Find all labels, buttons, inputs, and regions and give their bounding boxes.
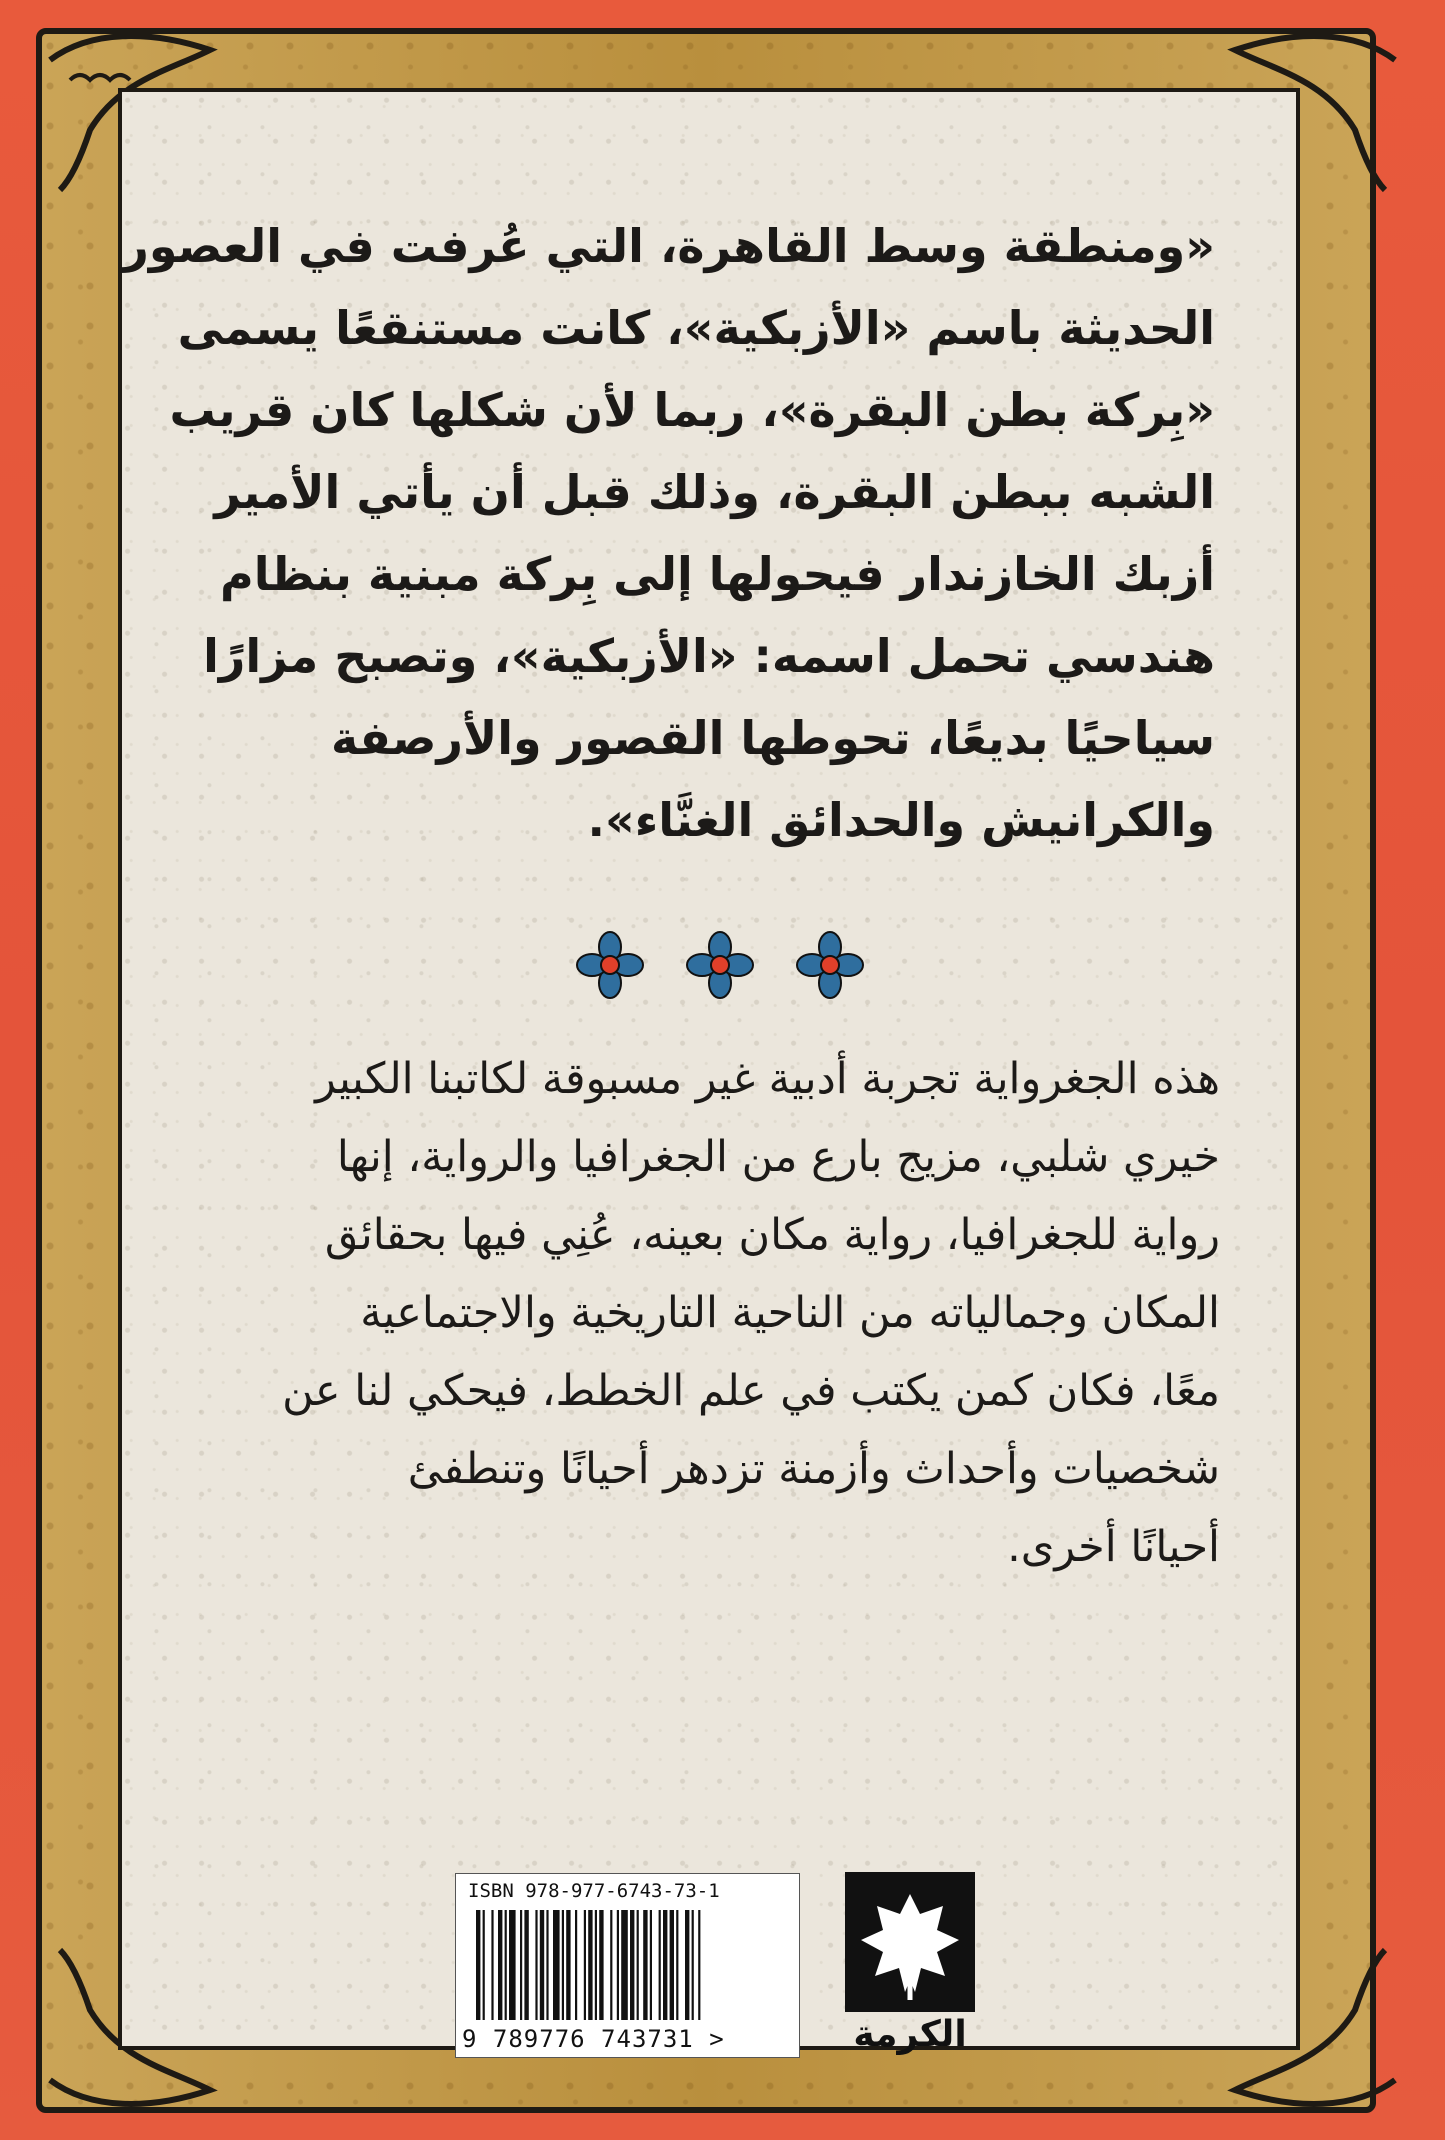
publisher-logo [845, 1872, 975, 2072]
barcode-bar [599, 1910, 603, 2020]
flower-icon [797, 932, 863, 998]
quote-line: والكرانيش والحدائق الغنَّاء». [587, 793, 1215, 847]
description-line: أحيانًا أخرى. [1007, 1522, 1220, 1572]
barcode-bar [659, 1910, 661, 2020]
isbn-digits: 9 789776 743731 > [462, 2025, 725, 2053]
isbn-label: ISBN 978-977-6743-73-1 [468, 1880, 720, 1902]
barcode-bar [491, 1910, 493, 2020]
barcode-bar [524, 1910, 528, 2020]
barcode-bar [698, 1910, 700, 2020]
publisher-name: الكرمة [853, 2014, 967, 2055]
barcode-bar [498, 1910, 502, 2020]
isbn-barcode [455, 1873, 800, 2058]
barcode-bars [476, 1910, 781, 2020]
barcode-bar [588, 1910, 592, 2020]
quote-line: الشبه ببطن البقرة، وذلك قبل أن يأتي الأمير [214, 465, 1215, 519]
barcode-bar [643, 1910, 647, 2020]
flower-icon [577, 932, 643, 998]
flower-icon [687, 932, 753, 998]
barcode-bar [535, 1910, 537, 2020]
barcode-bar [692, 1910, 694, 2020]
barcode-bar [630, 1910, 634, 2020]
barcode-bar [520, 1910, 522, 2020]
barcode-bar [483, 1910, 485, 2020]
barcode-bar [505, 1910, 507, 2020]
barcode-bar [575, 1910, 577, 2020]
description-line: المكان وجمالياته من الناحية التاريخية والاجتماعية [360, 1288, 1220, 1338]
description-line: هذه الجغرواية تجربة أدبية غير مسبوقة لكاتبنا الكبير [315, 1054, 1220, 1104]
description-line: خيري شلبي، مزيج بارع من الجغرافيا والرواية، إنها [336, 1132, 1220, 1182]
barcode-bar [617, 1910, 619, 2020]
barcode-bar [584, 1910, 586, 2020]
description-line: شخصيات وأحداث وأزمنة تزدهر أحيانًا وتنطفئ [407, 1444, 1220, 1494]
barcode-bar [685, 1910, 689, 2020]
barcode-bar [637, 1910, 639, 2020]
quote-excerpt [122, 205, 1215, 861]
barcode-bar [562, 1910, 564, 2020]
barcode-bar [650, 1910, 652, 2020]
quote-line: هندسي تحمل اسمه: «الأزبكية»، وتصبح مزارًا [203, 629, 1215, 683]
barcode-bar [509, 1910, 516, 2020]
grape-leaf-icon [845, 1872, 975, 2012]
barcode-bar [663, 1910, 667, 2020]
quote-line: الحديثة باسم «الأزبكية»، كانت مستنقعًا يسمى [177, 301, 1215, 355]
quote-line: «بِركة بطن البقرة»، ربما لأن شكلها كان قريب [169, 383, 1215, 437]
barcode-bar [540, 1910, 544, 2020]
barcode-bar [676, 1910, 678, 2020]
book-description [235, 1040, 1220, 1586]
flower-divider [560, 925, 880, 1005]
barcode-bar [670, 1910, 674, 2020]
description-line: معًا، فكان كمن يكتب في علم الخطط، فيحكي لنا عن [282, 1366, 1220, 1416]
quote-line: سياحيًا بديعًا، تحوطها القصور والأرصفة [331, 711, 1215, 765]
quote-line: «ومنطقة وسط القاهرة، التي عُرفت في العصور [122, 219, 1215, 273]
barcode-bar [621, 1910, 628, 2020]
publisher-logo-mark [845, 1872, 975, 2012]
barcode-bar [610, 1910, 612, 2020]
barcode-bar [595, 1910, 597, 2020]
barcode-bar [553, 1910, 560, 2020]
barcode-bar [546, 1910, 548, 2020]
quote-line: أزبك الخازندار فيحولها إلى بِركة مبنية بنظام [220, 547, 1215, 601]
description-line: رواية للجغرافيا، رواية مكان بعينه، عُنِي فيها بحقائق [324, 1210, 1220, 1260]
barcode-bar [476, 1910, 480, 2020]
barcode-bar [566, 1910, 570, 2020]
